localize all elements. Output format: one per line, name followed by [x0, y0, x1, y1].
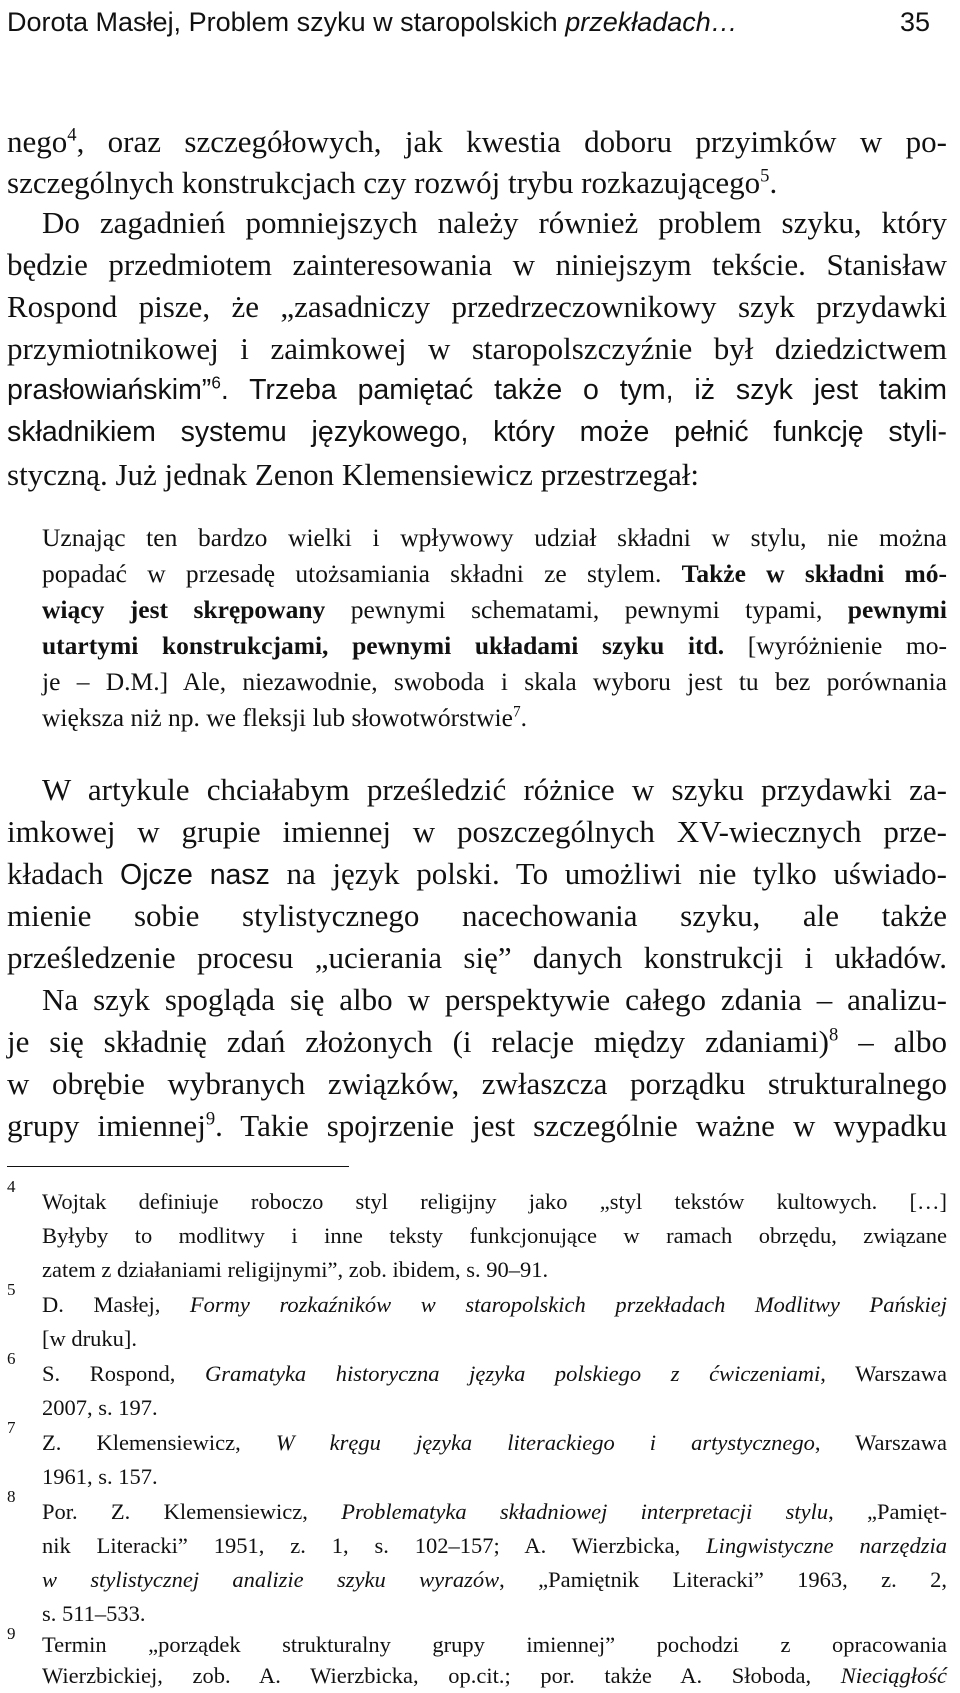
footnote-number: 4	[7, 1177, 16, 1196]
footnote-ref: 6	[211, 373, 221, 393]
footnote-line	[42, 1357, 947, 1391]
italic-run: w stylistycznej analizie szyku wyrazów	[42, 1567, 500, 1592]
text-run: . Takie spojrzenie jest szczególnie ważne w wypadku	[215, 1108, 947, 1143]
text-run: , Warszawa	[814, 1430, 947, 1455]
italic-run: Lingwistyczne narzędzia	[706, 1533, 947, 1558]
footnote-number: 7	[7, 1418, 16, 1437]
title-run: Ojcze nasz	[120, 859, 270, 891]
text-run: szczególnych konstrukcjach czy rozwój trybu rozkazującego	[7, 165, 761, 200]
footnote-number: 6	[7, 1349, 16, 1368]
footnote-line	[42, 1659, 947, 1693]
body-line: będzie przedmiotem zainteresowania w niniejszym tekście. Stanisław	[7, 247, 947, 282]
footnote-number: 9	[7, 1624, 16, 1643]
footnote-line	[42, 1288, 947, 1322]
body-line: W artykule chciałabym prześledzić różnice w szyku przydawki za-	[42, 772, 947, 807]
body-line: Na szyk spogląda się albo w perspektywie całego zdania – analizu-	[42, 982, 947, 1017]
header-title: przekładach…	[565, 7, 738, 37]
footnote-divider	[7, 1166, 349, 1167]
text-run: Por. Z. Klemensiewicz,	[42, 1499, 342, 1524]
body-line: mienie sobie stylistycznego nacechowania szyku, ale także	[7, 898, 947, 933]
footnote-number: 5	[7, 1280, 16, 1299]
text-run: S. Rospond,	[42, 1361, 205, 1386]
body-line	[7, 851, 947, 898]
italic-run: Formy rozkaźników w staropolskich przekładach Modlitwy Pańskiej	[189, 1292, 947, 1317]
running-header	[7, 2, 930, 46]
footnote-ref: 4	[67, 124, 77, 146]
text-run: D. Masłej,	[42, 1292, 190, 1317]
text-run: . Trzeba pamiętać także o tym, iż szyk jest takim	[220, 374, 947, 406]
text-run: nik Literacki” 1951, z. 1, s. 102–157; A. Wierzbicka,	[42, 1533, 707, 1558]
text-run: prasłowiańskim”	[7, 374, 212, 406]
text-run: .	[769, 165, 778, 200]
italic-run: Gramatyka historyczna języka polskiego z ćwiczeniami	[204, 1361, 821, 1386]
footnote-ref: 8	[829, 1024, 839, 1046]
quote-line: Uznając ten bardzo wielki i wpływowy udział składni w stylu, nie można	[42, 523, 947, 552]
text-run: popadać w przesadę utożsamiania składni ze stylem.	[42, 559, 682, 588]
footnote-line: zatem z działaniami religijnymi”, zob. ibidem, s. 90–91.	[42, 1257, 549, 1282]
body-line	[7, 1103, 947, 1148]
body-line: prześledzenie procesu „ucierania się” danych konstrukcji i układów.	[7, 940, 947, 975]
footnote-line	[42, 1563, 947, 1597]
body-line: w obrębie wybranych związków, zwłaszcza porządku strukturalnego	[7, 1066, 947, 1101]
body-line: przymiotnikowej i zaimkowej w staropolszczyźnie był dziedzictwem	[7, 331, 947, 366]
text-run: Z. Klemensiewicz,	[42, 1430, 276, 1455]
footnote-line: 1961, s. 157.	[42, 1464, 158, 1489]
quote-line	[42, 627, 947, 665]
footnote-ref: 5	[760, 165, 770, 187]
text-run: większa niż np. we fleksji lub słowotwórstwie	[42, 703, 513, 732]
footnote-line	[42, 1426, 947, 1460]
body-line: Do zagadnień pomniejszych należy również problem szyku, który	[42, 205, 947, 240]
footnote-line	[42, 1495, 947, 1529]
text-run: [wyróżnienie mo-	[724, 631, 947, 660]
text-run: Wierzbickiej, zob. A. Wierzbicka, op.cit.; por. także A. Słoboda,	[42, 1663, 841, 1688]
text-run: , „Pamięt-	[828, 1499, 947, 1524]
italic-run: Problematyka składniowej interpretacji stylu	[341, 1499, 829, 1524]
body-line: składnikiem systemu językowego, który może pełnić funkcję styli-	[7, 416, 947, 448]
footnote-ref: 7	[512, 703, 521, 721]
emphasis-run: utartymi konstrukcjami, pewnymi układami szyku itd.	[42, 631, 725, 660]
emphasis-run: Także w składni mó-	[681, 559, 947, 588]
text-run: , oraz szczegółowych, jak kwestia doboru przyimków w po-	[76, 124, 947, 159]
footnote-line	[42, 1529, 947, 1563]
text-run: kładach	[7, 856, 121, 891]
text-run: .	[520, 703, 527, 732]
body-line	[7, 1019, 947, 1064]
italic-run: Nieciągłość	[840, 1663, 947, 1688]
text-run: grupy imiennej	[7, 1108, 206, 1143]
text-run: pewnymi schematami, pewnymi typami,	[325, 595, 848, 624]
quote-line	[42, 699, 947, 737]
quote-line: je – D.M.] Ale, niezawodnie, swoboda i skala wyboru jest tu bez porównania	[42, 667, 947, 696]
body-line	[7, 119, 947, 164]
footnote-line: Termin „porządek strukturalny grupy imiennej” pochodzi z opracowania	[42, 1632, 947, 1657]
text-run: nego	[7, 124, 68, 159]
text-run: , Warszawa	[820, 1361, 947, 1386]
emphasis-run: wiący jest skrępowany	[42, 595, 326, 624]
quote-line	[42, 555, 947, 593]
footnote-line: Byłyby to modlitwy i inne teksty funkcjonujące w ramach obrzędu, związane	[42, 1223, 947, 1248]
body-line	[7, 368, 947, 413]
emphasis-run: pewnymi	[847, 595, 947, 624]
quote-line	[42, 591, 947, 629]
body-line: styczną. Już jednak Zenon Klemensiewicz przestrzegał:	[7, 457, 700, 492]
footnote-ref: 9	[205, 1108, 216, 1130]
footnote-line: [w druku].	[42, 1326, 137, 1351]
footnote-line: Wojtak definiuje roboczo styl religijny jako „styl tekstów kultowych. […]	[42, 1189, 947, 1214]
header-author: Dorota Masłej, Problem szyku w staropolskich	[7, 7, 566, 37]
italic-run: W kręgu języka literackiego i artystycznego	[275, 1430, 815, 1455]
footnote-line: 2007, s. 197.	[42, 1395, 158, 1420]
text-run: je się składnię zdań złożonych (i relacje między zdaniami)	[7, 1024, 830, 1059]
body-line: Rospond pisze, że „zasadniczy przedrzeczownikowy szyk przydawki	[7, 289, 947, 324]
text-run: – albo	[838, 1024, 948, 1059]
page-number: 35	[899, 7, 930, 37]
body-line: imkowej w grupie imiennej w poszczególnych XV-wiecznych prze-	[7, 814, 947, 849]
footnote-number: 8	[7, 1487, 16, 1506]
footnote-line: s. 511–533.	[42, 1601, 146, 1626]
text-run: na język polski. To umożliwi nie tylko uświado-	[269, 856, 947, 891]
body-line	[7, 160, 947, 205]
text-run: , „Pamiętnik Literacki” 1963, z. 2,	[499, 1567, 947, 1592]
